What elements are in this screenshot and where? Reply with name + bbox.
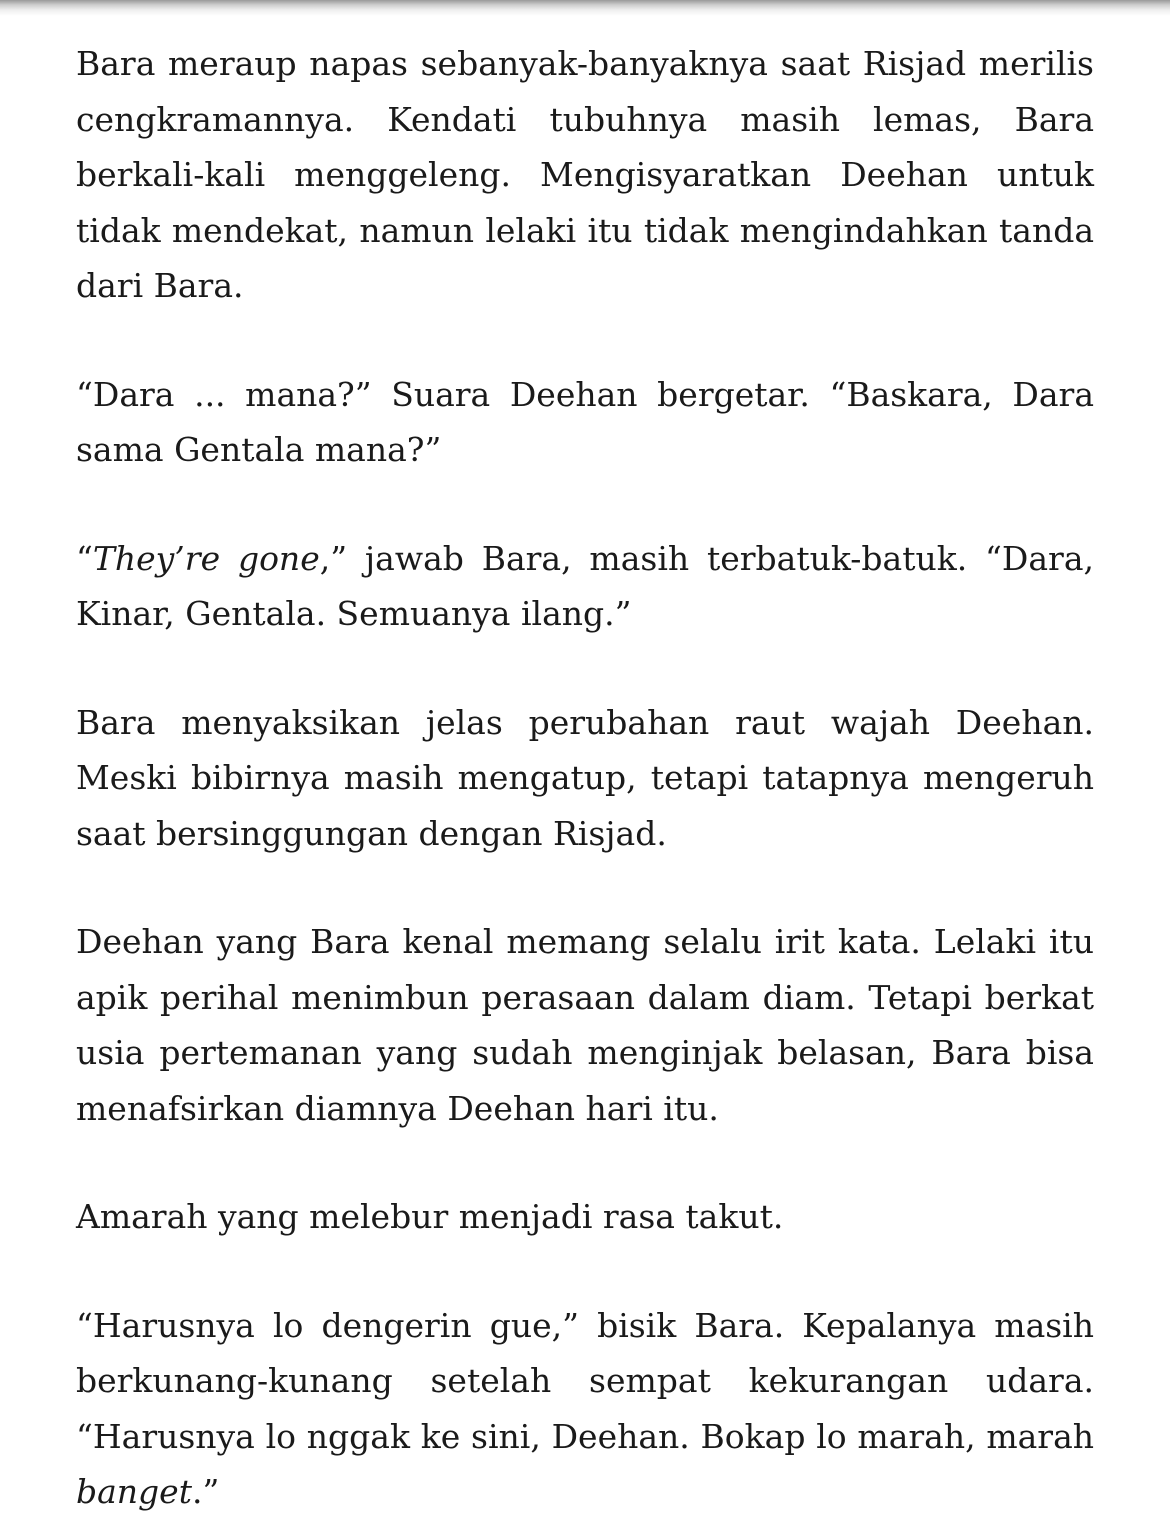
text-segment: Amarah yang melebur menjadi rasa takut.: [76, 1197, 784, 1236]
paragraph: [76, 1298, 1094, 1520]
paragraph: [76, 36, 1094, 314]
text-segment: ,” jawab Bara, masih terbatuk-batuk. “Dara, Kinar, Gentala. Semuanya ilang.”: [76, 538, 1095, 633]
paragraph: [76, 531, 1094, 642]
reader-page[interactable]: [76, 36, 1094, 1520]
text-segment: .”: [191, 1472, 220, 1511]
text-segment: “Dara ... mana?” Suara Deehan bergetar. “Baskara, Dara sama Gentala mana?”: [76, 374, 1094, 469]
paragraph: [76, 367, 1094, 478]
text-segment: “Harusnya lo dengerin gue,” bisik Bara. Kepalanya masih berkunang-kunang setelah sempat kekurangan udara. “Harusnya lo nggak ke sini, Deehan. Bokap lo marah, marah: [76, 1305, 1094, 1456]
text-segment: Bara menyaksikan jelas perubahan raut wajah Deehan. Meski bibirnya masih mengatup, tetapi tatapnya mengeruh saat bersinggungan dengan Risjad.: [76, 702, 1094, 853]
top-shadow-divider: [0, 0, 1170, 16]
paragraph: [76, 1189, 1094, 1245]
paragraph: [76, 695, 1094, 862]
text-segment: “: [76, 538, 93, 578]
text-segment: Bara meraup napas sebanyak-banyaknya saat Risjad merilis cengkramannya. Kendati tubuhnya masih lemas, Bara berkali-kali menggeleng. Mengisyaratkan Deehan untuk tidak mendekat, namun lelaki itu tidak mengindahkan tanda dari Bara.: [76, 44, 1094, 305]
text-segment: Deehan yang Bara kenal memang selalu irit kata. Lelaki itu apik perihal menimbun perasaan dalam diam. Tetapi berkat usia pertemanan yang sudah menginjak belasan, Bara bisa menafsirkan diamnya Deehan hari itu.: [76, 922, 1094, 1128]
italic-text-segment: They’re gone: [92, 538, 320, 578]
paragraph: [76, 914, 1094, 1136]
italic-text-segment: banget: [76, 1472, 192, 1511]
